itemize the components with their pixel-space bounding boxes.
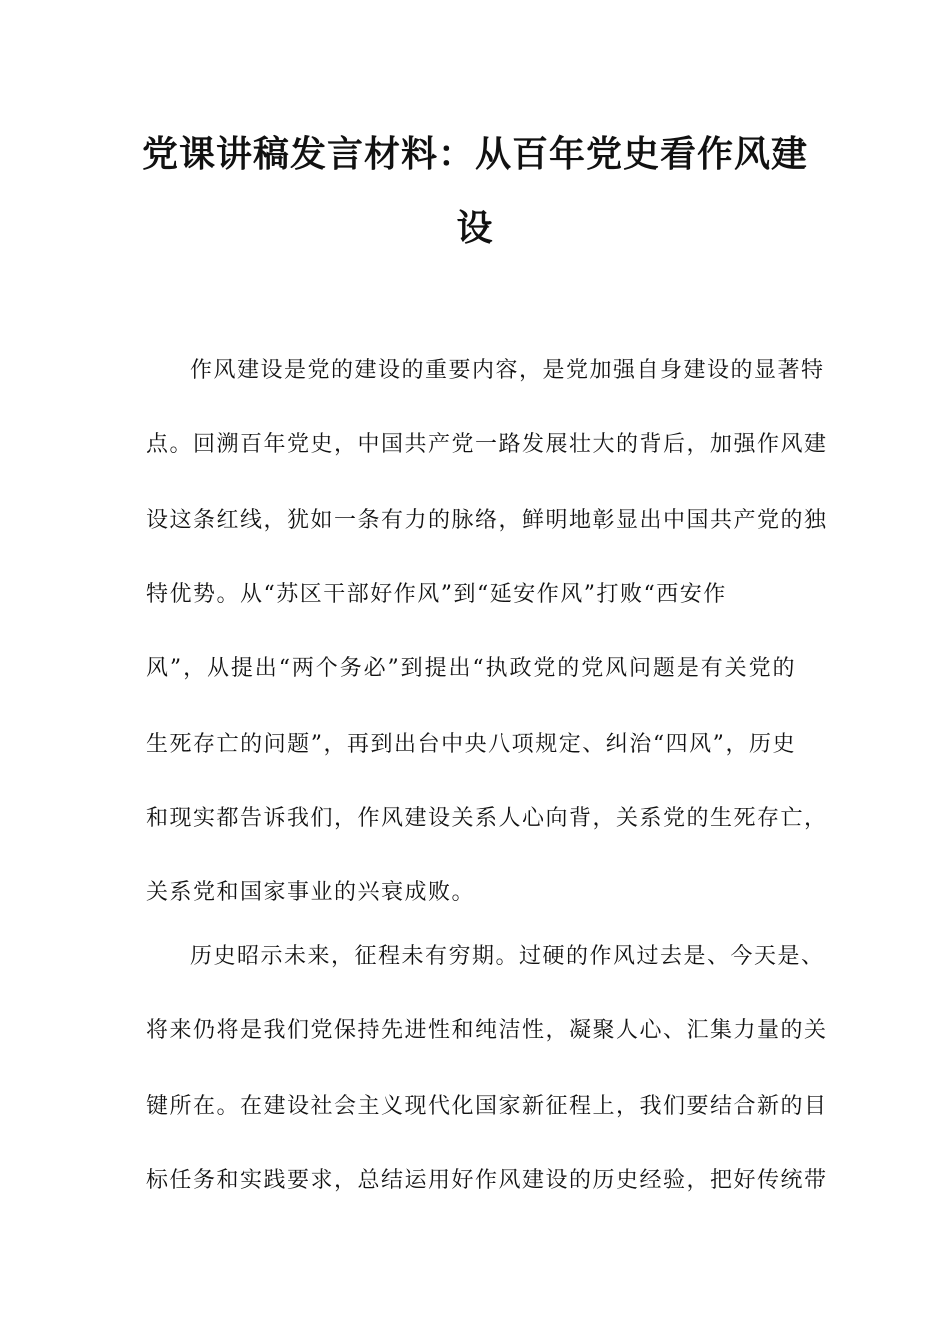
paragraph-2-line-4: 标任务和实践要求，总结运用好作风建设的历史经验，把好传统带 xyxy=(146,1168,828,1193)
paragraph-1-line-6: 生死存亡的问题”，再到出台中央八项规定、纠治“四风”，历史 xyxy=(146,732,796,757)
paragraph-2-line-2: 将来仍将是我们党保持先进性和纯洁性，凝聚人心、汇集力量的关 xyxy=(146,1018,828,1043)
paragraph-1-line-3: 设这条红线，犹如一条有力的脉络，鲜明地彰显出中国共产党的独 xyxy=(146,508,828,533)
document-title-line-2: 设 xyxy=(456,207,494,249)
paragraph-1-line-2: 点。回溯百年党史，中国共产党一路发展壮大的背后，加强作风建 xyxy=(146,432,828,457)
paragraph-1-line-8: 关系党和国家事业的兴衰成败。 xyxy=(146,880,476,905)
paragraph-1-line-4: 特优势。从“苏区干部好作风”到“延安作风”打败“西安作 xyxy=(146,582,727,607)
paragraph-2-line-3: 键所在。在建设社会主义现代化国家新征程上，我们要结合新的目 xyxy=(146,1094,828,1119)
paragraph-1-line-7: 和现实都告诉我们，作风建设关系人心向背，关系党的生死存亡， xyxy=(146,806,828,831)
paragraph-1-line-1: 作风建设是党的建设的重要内容，是党加强自身建设的显著特 xyxy=(190,358,825,383)
paragraph-2-line-1: 历史昭示未来，征程未有穷期。过硬的作风过去是、今天是、 xyxy=(190,944,825,969)
paragraph-1-line-5: 风”，从提出“两个务必”到提出“执政党的党风问题是有关党的 xyxy=(146,656,796,681)
document-title-line-1: 党课讲稿发言材料：从百年党史看作风建 xyxy=(141,133,808,175)
